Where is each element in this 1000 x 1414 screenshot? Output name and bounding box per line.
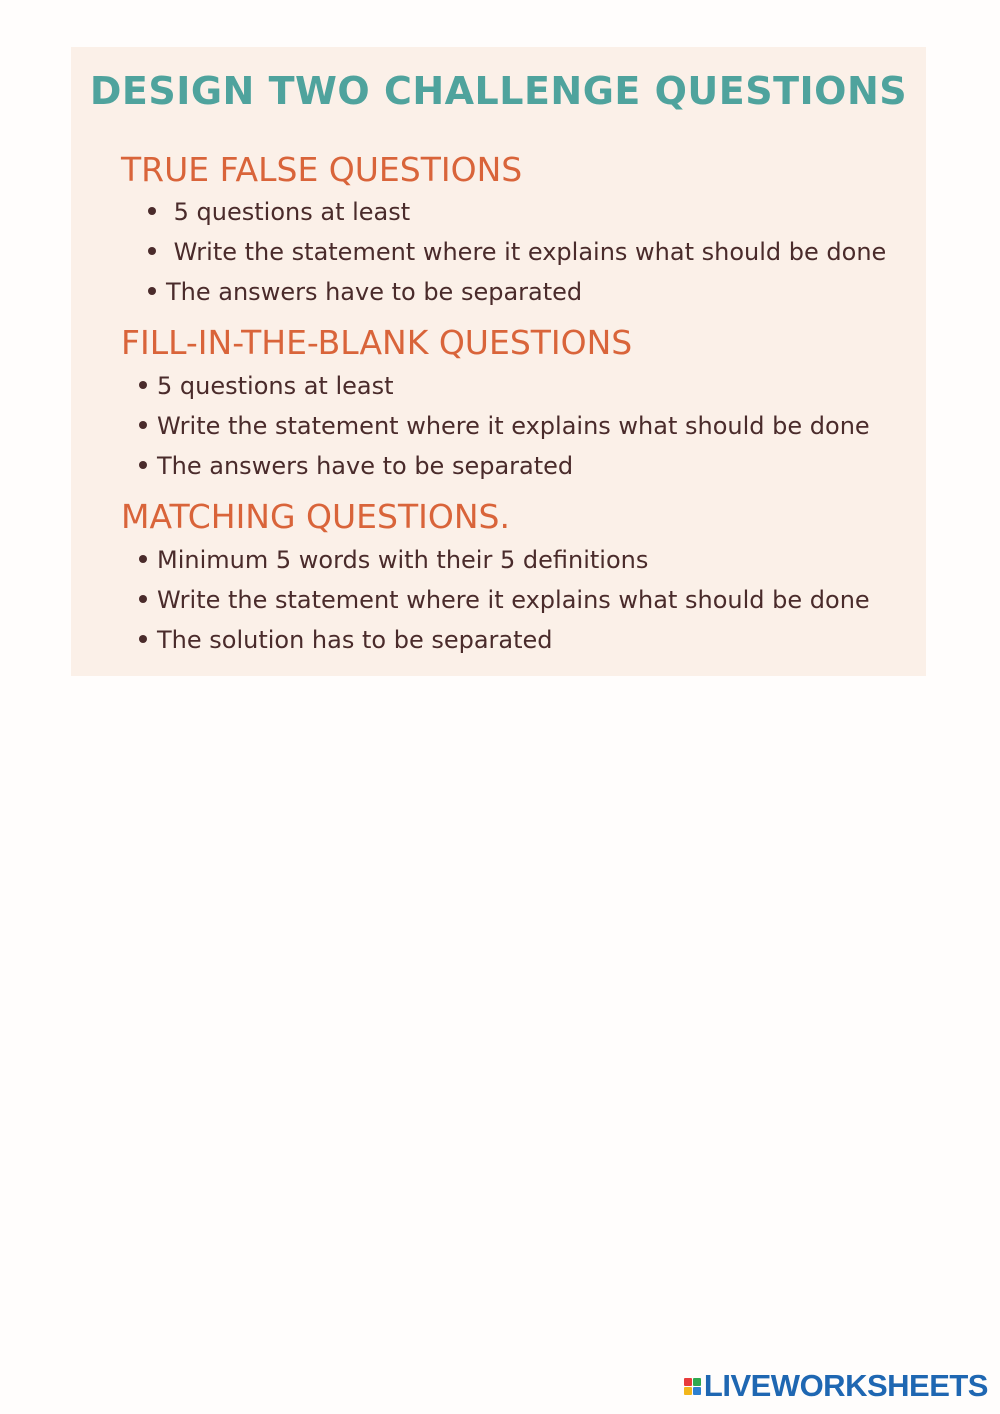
list-item-text: 5 questions at least [157, 372, 394, 400]
liveworksheets-logo[interactable] [684, 1368, 988, 1404]
list-item-text: Write the statement where it explains what should be done [157, 412, 870, 440]
list-item [139, 628, 553, 652]
bullet-icon [139, 381, 147, 389]
bullet-icon [148, 287, 156, 295]
list-item-text: Write the statement where it explains what should be done [157, 586, 870, 614]
section-heading: FILL-IN-THE-BLANK QUESTIONS [121, 323, 633, 362]
list-item [139, 374, 394, 398]
list-item [139, 454, 573, 478]
bullet-icon [139, 555, 147, 563]
list-item [148, 280, 582, 304]
list-item-text: Minimum 5 words with their 5 definitions [157, 546, 649, 574]
worksheet-title: DESIGN TWO CHALLENGE QUESTIONS [89, 69, 908, 113]
logo-text: LIVEWORKSHEETS [703, 1368, 988, 1403]
list-item-text: 5 questions at least [173, 198, 411, 226]
list-item [139, 548, 648, 572]
worksheet-card [71, 47, 926, 676]
list-item [139, 588, 870, 612]
list-item [139, 414, 870, 438]
section-heading: MATCHING QUESTIONS. [121, 497, 510, 536]
list-item [148, 200, 410, 224]
list-item-text: The solution has to be separated [157, 626, 553, 654]
bullet-icon [148, 247, 156, 255]
bullet-icon [139, 461, 147, 469]
list-item-text: The answers have to be separated [166, 278, 583, 306]
bullet-icon [148, 207, 156, 215]
liveworksheets-logo-icon [684, 1378, 701, 1395]
bullet-icon [139, 421, 147, 429]
list-item-text: The answers have to be separated [157, 452, 574, 480]
list-item-text: Write the statement where it explains what should be done [173, 238, 887, 266]
bullet-icon [139, 595, 147, 603]
bullet-icon [139, 635, 147, 643]
list-item [148, 240, 886, 264]
section-heading: TRUE FALSE QUESTIONS [121, 150, 523, 189]
